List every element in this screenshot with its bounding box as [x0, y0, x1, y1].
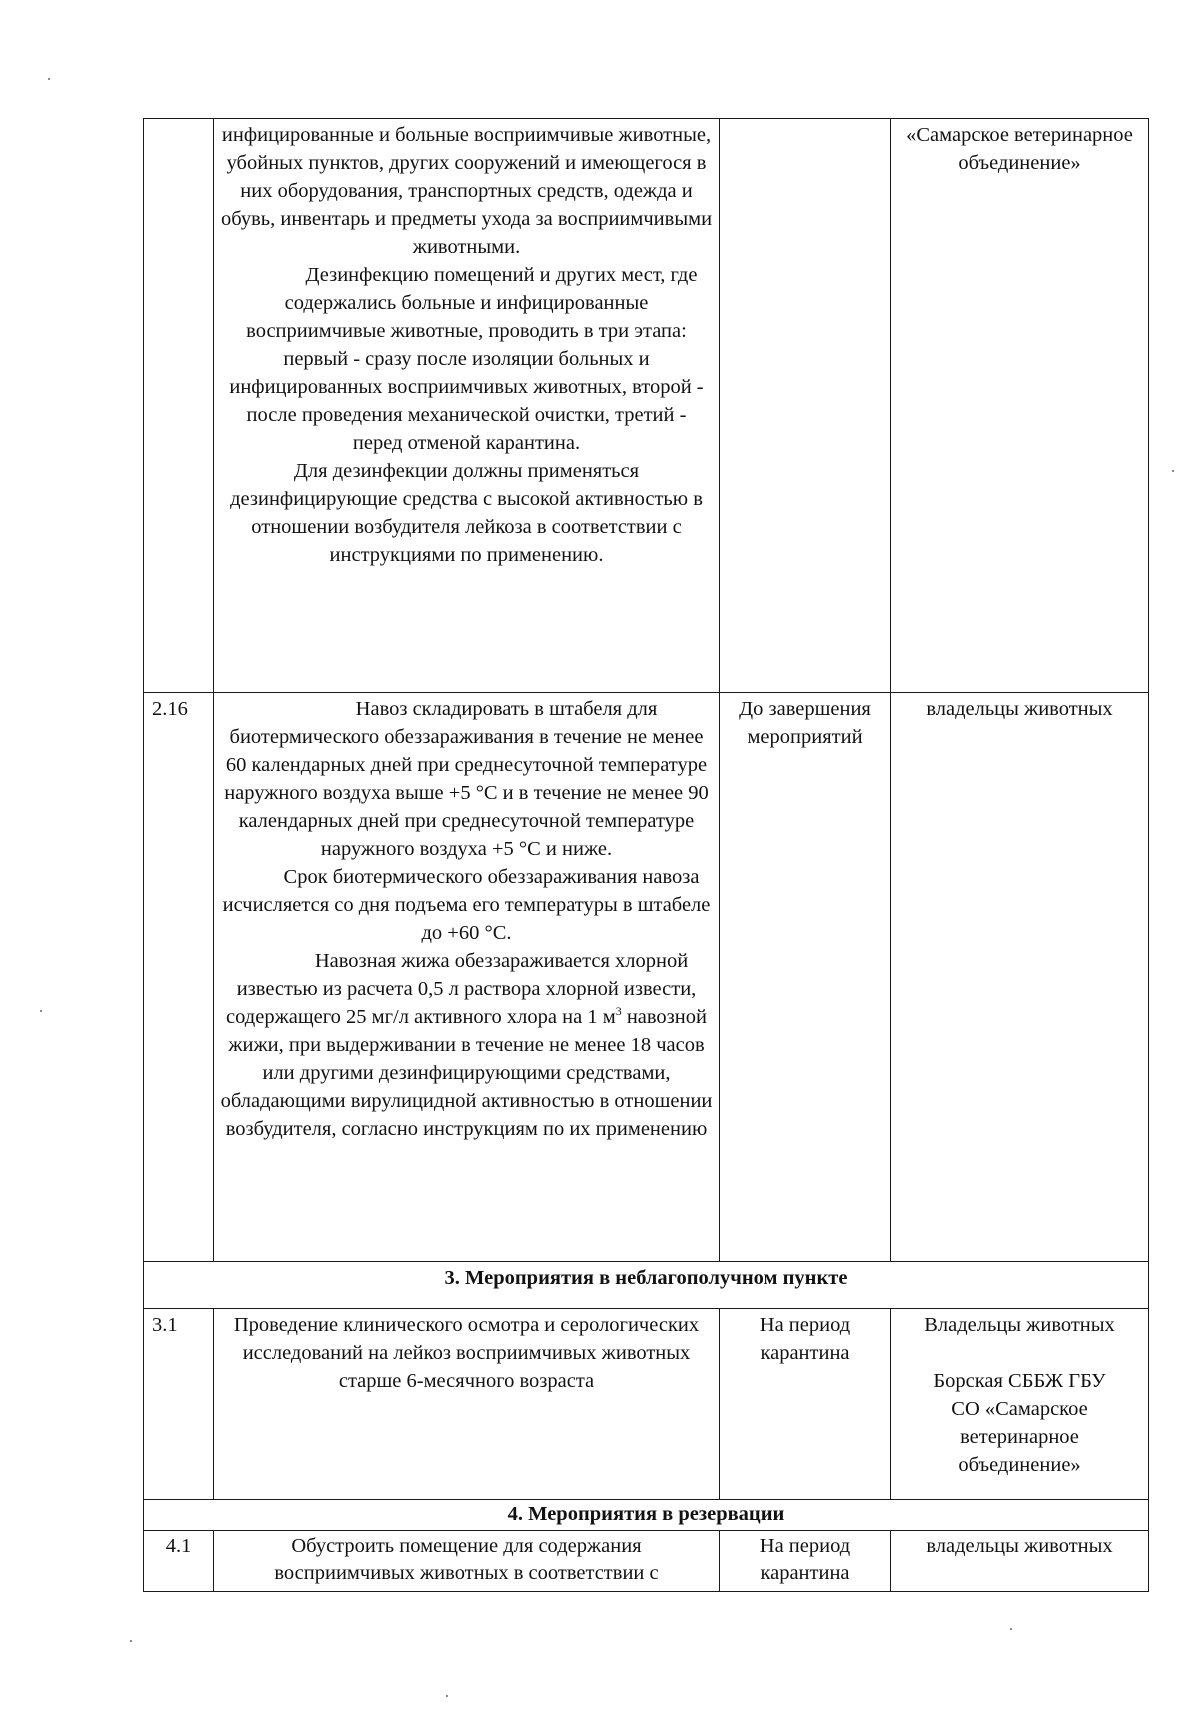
scan-speck: [1010, 1628, 1012, 1630]
measure-responsible: [891, 1309, 1149, 1500]
section-title: 4. Мероприятия в резервации: [144, 1500, 1149, 1531]
measure-term: На период карантина: [720, 1531, 891, 1592]
superscript: 3: [615, 1004, 622, 1019]
row-number: 4.1: [144, 1531, 214, 1592]
table-row: [144, 1531, 1149, 1592]
section-header-row: [144, 1262, 1149, 1309]
measure-responsible: «Самарское ветеринарное объединение»: [891, 119, 1149, 693]
scan-speck: [48, 78, 50, 80]
scan-speck: [130, 1640, 132, 1642]
description-paragraph: Срок биотермического обеззараживания навоза исчисляется со дня подъема его температуры в штабеле до +60 °С.: [222, 866, 711, 944]
description-paragraph: Для дезинфекции должны применяться дезинфицирующие средства с высокой активностью в отношении возбудителя лейкоза в соответствии с инструкциями по применению.: [230, 460, 703, 566]
measure-description: [214, 693, 720, 1262]
description-paragraph: Дезинфекцию помещений и других мест, где содержались больные и инфицированные восприимчивые животные, проводить в три этапа: первый - сразу после изоляции больных и инфицированных восприимчивых животных, второй - после проведения механической очистки, третий - перед отменой карантина.: [229, 264, 704, 454]
responsible-organization: Борская СББЖ ГБУ СО «Самарское ветеринарное объединение»: [933, 1370, 1106, 1476]
section-title: 3. Мероприятия в неблагополучном пункте: [144, 1262, 1149, 1309]
description-paragraph: Навоз складировать в штабеля для биотермического обеззараживания в течение не менее 60 календарных дней при среднесуточной температуре наружного воздуха выше +5 °С и в течение не менее 90 календарных дней при среднесуточной температуре наружного воздуха +5 °С и ниже.: [224, 698, 709, 860]
responsible-owners: Владельцы животных: [924, 1314, 1115, 1336]
scan-speck: [40, 1010, 42, 1012]
row-number: 2.16: [144, 693, 214, 1262]
description-paragraph: инфицированные и больные восприимчивые животные, убойных пунктов, других сооружений и имеющегося в них оборудования, транспортных средств, одежда и обувь, инвентарь и предметы ухода за восприимчивыми животными.: [220, 124, 713, 258]
measure-description: [214, 119, 720, 693]
measure-description: Обустроить помещение для содержания восприимчивых животных в соответствии с: [214, 1531, 720, 1592]
measure-responsible: владельцы животных: [891, 1531, 1149, 1592]
section-header-row: [144, 1500, 1149, 1531]
description-paragraph: Навозная жижа обеззараживается хлорной известью из расчета 0,5 л раствора хлорной извести, содержащего 25 мг/л активного хлора на 1 $м^3$ навозной жижи, при выдерживании в течение не менее 18 часов или другими дезинфицирующими средствами, обладающими вирулицидной активностью в отношении возбудителя, согласно инструкциям по их применению: [220, 950, 713, 1140]
measure-description: Проведение клинического осмотра и серологических исследований на лейкоз восприимчивых животных старше 6-месячного возраста: [214, 1309, 720, 1500]
table-row: [144, 693, 1149, 1262]
scan-speck: [446, 1695, 448, 1697]
row-number: 3.1: [144, 1309, 214, 1500]
measure-term: На период карантина: [720, 1309, 891, 1500]
measure-term: До завершения мероприятий: [720, 693, 891, 1262]
table-row: [144, 119, 1149, 693]
measure-term: [720, 119, 891, 693]
row-number: [144, 119, 214, 693]
measure-responsible: владельцы животных: [891, 693, 1149, 1262]
measures-table: [143, 118, 1149, 1592]
scan-speck: [1172, 470, 1174, 472]
table-row: [144, 1309, 1149, 1500]
